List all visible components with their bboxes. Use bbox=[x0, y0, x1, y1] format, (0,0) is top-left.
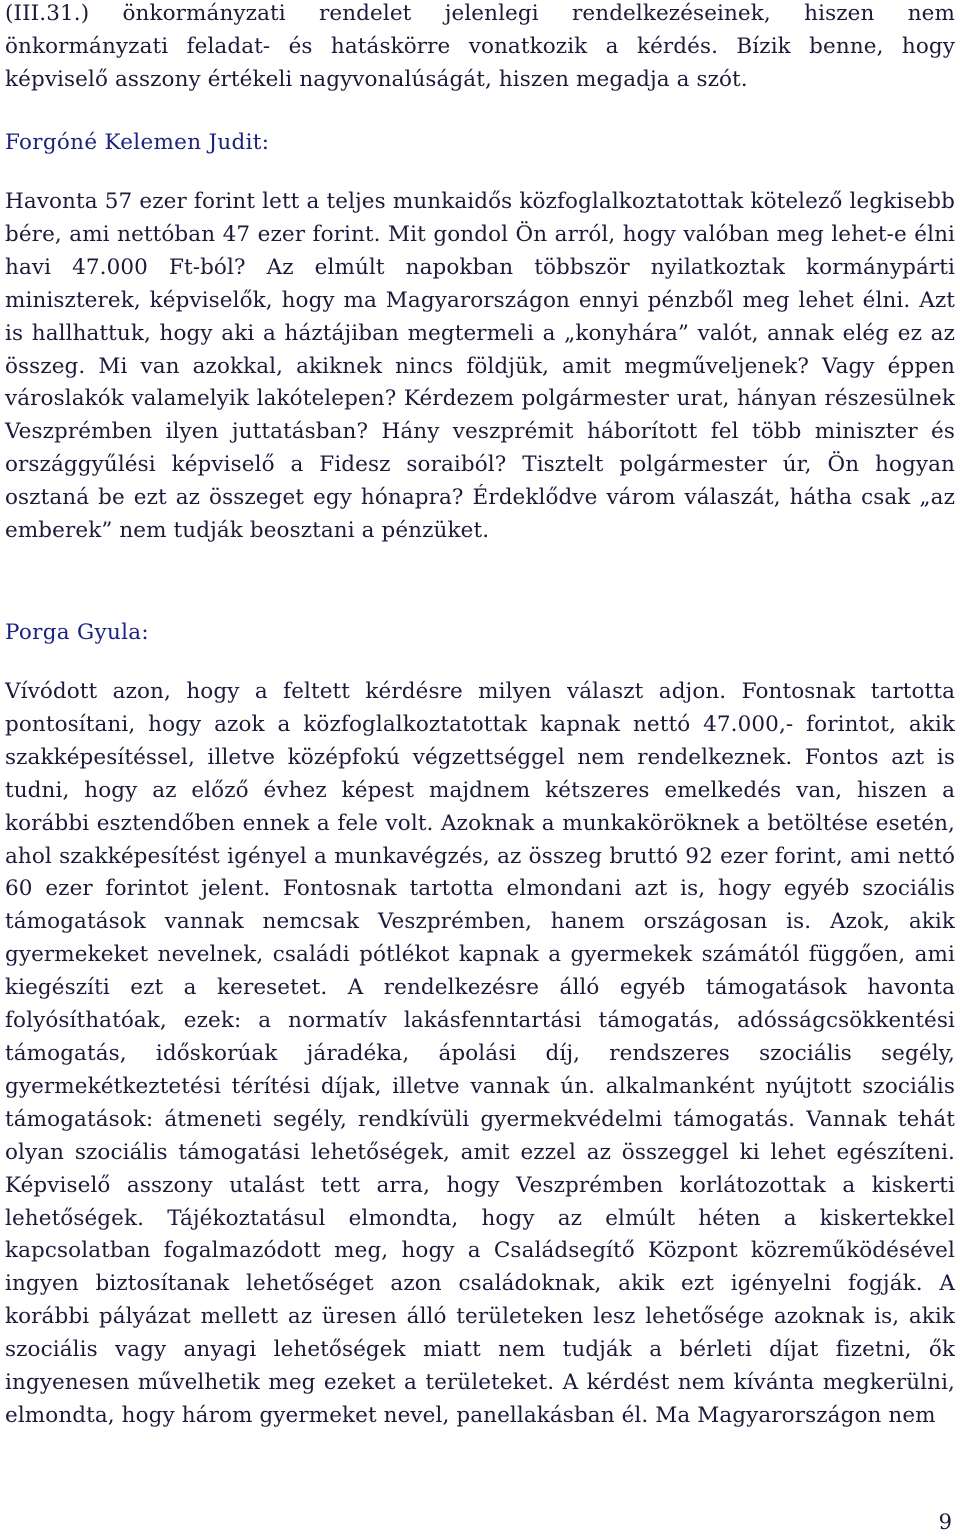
speaker-heading-porga: Porga Gyula: bbox=[5, 620, 149, 645]
speaker-heading-forgone: Forgóné Kelemen Judit: bbox=[5, 130, 270, 155]
intro-paragraph: (III.31.) önkormányzati rendelet jelenlegi rendelkezéseinek, hiszen nem önkormányzati feladat- és hatáskörre vonatkozik a kérdés. Bízik benne, hogy képviselő asszony értékeli nagyvonalúságát, hiszen megadja a szót. bbox=[5, 1, 955, 92]
question-paragraph: Havonta 57 ezer forint lett a teljes munkaidős közfoglalkoztatottak kötelező legkisebb bére, ami nettóban 47 ezer forint. Mit gondol Ön arról, hogy valóban meg lehet-e élni havi 47.000 Ft-ból? Az elmúlt napokban többször nyilatkoztak kormánypárti miniszterek, képviselők, hogy ma Magyarországon ennyi pénzből meg lehet élni. Azt is hallhattuk, hogy aki a háztájiban megtermeli a „konyhára” valót, annak elég ez az összeg. Mi van azokkal, akiknek nincs földjük, amit megműveljenek? Vagy éppen városlakók valamelyik lakótelepen? Kérdezem polgármester urat, hányan részesülnek Veszprémben ilyen juttatásban? Hány veszprémit háborított fel több miniszter és országgyűlési képviselő a Fidesz soraiból? Tisztelt polgármester úr, Ön hogyan osztaná be ezt az összeget egy hónapra? Érdeklődve várom válaszát, hátha csak „az emberek” nem tudják beosztani a pénzüket. bbox=[5, 189, 955, 544]
answer-paragraph: Vívódott azon, hogy a feltett kérdésre milyen választ adjon. Fontosnak tartotta pontosítani, hogy azok a közfoglalkoztatottak kapnak nettó 47.000,- forintot, akik szakképesítéssel, illetve középfokú végzettséggel nem rendelkeznek. Fontos azt is tudni, hogy az előző évhez képest majdnem kétszeres emelkedés van, hiszen a korábbi esztendőben ennek a fele volt. Azoknak a munkaköröknek a betöltése esetén, ahol szakképesítést igényel a munkavégzés, az összeg bruttó 92 ezer forint, ami nettó 60 ezer forintot jelent. Fontosnak tartotta elmondani azt is, hogy egyéb szociális támogatások vannak nemcsak Veszprémben, hanem országosan is. Azok, akik gyermekeket nevelnek, családi pótlékot kapnak a gyermekek számától függően, ami kiegészíti ezt a keresetet. A rendelkezésre álló egyéb támogatások havonta folyósíthatóak, ezek: a normatív lakásfenntartási támogatás, adósságcsökkentési támogatás, időskorúak járadéka, ápolási díj, rendszeres szociális segély, gyermekétkeztetési térítési díjak, illetve vannak ún. alkalmanként nyújtott szociális támogatások: átmeneti segély, rendkívüli gyermekvédelmi támogatás. Vannak tehát olyan szociális támogatási lehetőségek, amit ezzel az összeggel ki lehet egészíteni. Képviselő asszony utalást tett arra, hogy Veszprémben korlátozottak a kiskerti lehetőségek. Tájékoztatásul elmondta, hogy az elmúlt héten a kiskertekkel kapcsolatban fogalmazódott meg, hogy a Családsegítő Központ közreműködésével ingyen biztosítanak lehetőséget azon családoknak, akik ezt igényelni fogják. A korábbi pályázat mellett az üresen álló területeken lesz lehetősége azoknak is, akik szociális vagy anyagi lehetőségek miatt nem tudják a bérleti díjat fizetni, ők ingyenesen művelhetik meg ezeket a területeket. A kérdést nem kívánta megkerülni, elmondta, hogy három gyermeket nevel, panellakásban él. Ma Magyarországon nem bbox=[5, 679, 955, 1428]
page-number: 9 bbox=[938, 1510, 952, 1534]
